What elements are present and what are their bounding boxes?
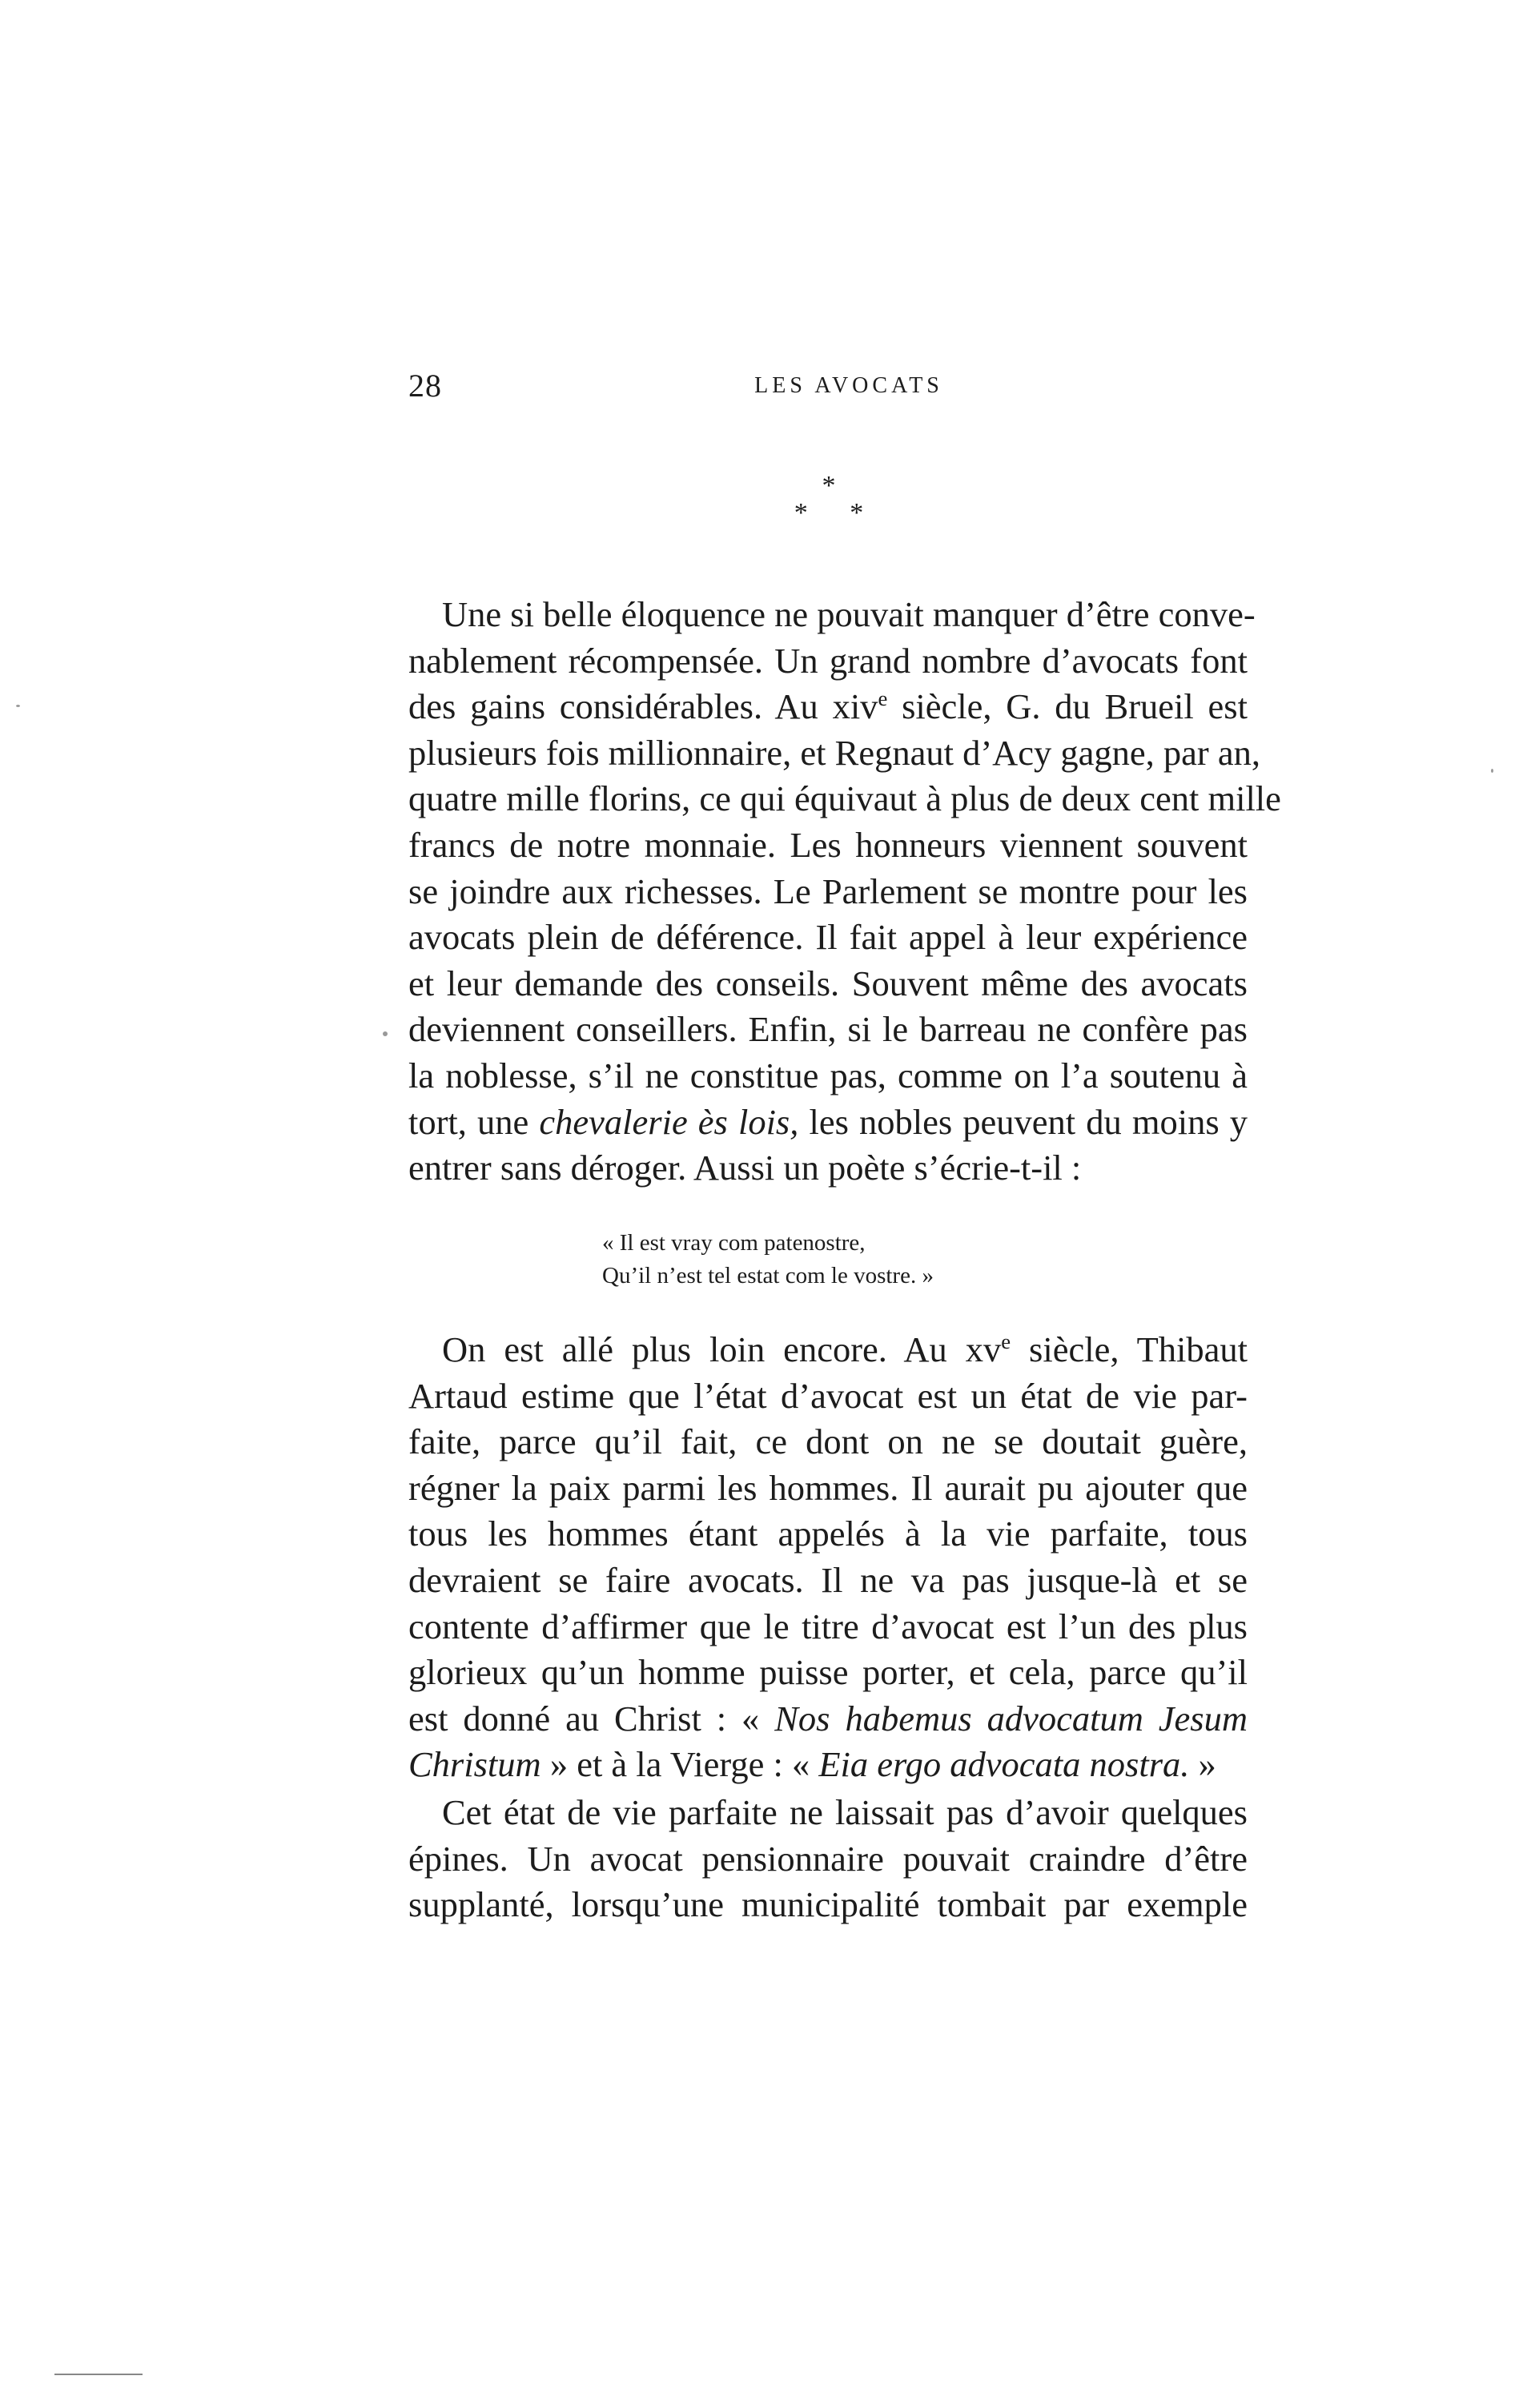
- italic-run: Christum: [408, 1744, 541, 1785]
- text-line: francs de notre monnaie. Les honneurs viennent souvent: [408, 824, 1248, 865]
- text-line: nablement récompensée. Un grand nombre d’avocats font: [408, 640, 1248, 681]
- text-line: la noblesse, s’il ne constitue pas, comme on l’a soutenu à: [408, 1055, 1248, 1095]
- text-line: Cet état de vie parfaite ne laissait pas d’avoir quelques: [442, 1792, 1248, 1832]
- superscript: e: [878, 686, 888, 711]
- text-run: siècle, G. du Brueil est: [887, 686, 1248, 727]
- paragraph-2: [408, 1327, 1248, 1788]
- text-line: avocats plein de déférence. Il fait appel à leur expérience: [408, 917, 1248, 958]
- section-asterism: [765, 472, 893, 537]
- text-line: plusieurs fois millionnaire, et Regnaut d’Acy gagne, par an,: [408, 732, 1261, 773]
- paragraph-3: [408, 1790, 1248, 1928]
- text-line: tous les hommes étant appelés à la vie parfaite, tous: [408, 1514, 1248, 1554]
- text-line: se joindre aux richesses. Le Parlement se montre pour les: [408, 870, 1248, 911]
- text-line: [408, 1742, 1248, 1788]
- text-run: »: [1189, 1744, 1216, 1785]
- italic-run: chevalerie ès lois,: [539, 1101, 799, 1142]
- text-run: les nobles peuvent du moins y: [798, 1101, 1248, 1142]
- asterism-bottom: * *: [794, 498, 882, 528]
- running-title: LES AVOCATS: [754, 373, 943, 398]
- verse-quote: [602, 1227, 934, 1292]
- text-line: contente d’affirmer que le titre d’avocat est l’un des plus: [408, 1606, 1248, 1646]
- text-line: épines. Un avocat pensionnaire pouvait craindre d’être: [408, 1838, 1248, 1879]
- text-run: siècle, Thibaut: [1011, 1329, 1248, 1369]
- text-line: glorieux qu’un homme puisse porter, et cela, parce qu’il: [408, 1652, 1248, 1693]
- text-run: des gains considérables. Au xiv: [408, 686, 878, 727]
- text-line: [408, 684, 1248, 730]
- text-line: [408, 1696, 1248, 1743]
- text-line: faite, parce qu’il fait, ce dont on ne se doutait guère,: [408, 1421, 1248, 1462]
- verse-line: Qu’il n’est tel estat com le vostre. »: [602, 1263, 934, 1288]
- text-line: quatre mille florins, ce qui équivaut à plus de deux cent mille: [408, 778, 1281, 819]
- text-run: est donné au Christ : «: [408, 1698, 775, 1739]
- scan-speck: [383, 1031, 388, 1036]
- text-line: [408, 1099, 1248, 1146]
- text-line: [408, 1327, 1248, 1373]
- text-line: et leur demande des conseils. Souvent même des avocats: [408, 963, 1248, 1003]
- text-line: deviennent conseillers. Enfin, si le barreau ne confère pas: [408, 1009, 1248, 1050]
- text-line: régner la paix parmi les hommes. Il aurait pu ajouter que: [408, 1467, 1248, 1508]
- text-line: Artaud estime que l’état d’avocat est un état de vie par-: [408, 1375, 1248, 1416]
- text-line: entrer sans déroger. Aussi un poète s’écrie-t-il :: [408, 1148, 1082, 1188]
- text-line: supplanté, lorsqu’une municipalité tombait par exemple: [408, 1884, 1248, 1925]
- scan-edge-mark: [54, 2374, 143, 2375]
- asterism-top: *: [822, 471, 836, 500]
- verse-line: « Il est vray com patenostre,: [602, 1230, 866, 1256]
- scan-speck: [1491, 769, 1493, 773]
- paragraph-1: [408, 592, 1281, 1192]
- italic-run: Nos habemus advocatum Jesum: [774, 1698, 1248, 1739]
- page-number: 28: [408, 368, 442, 404]
- scan-speck: [16, 705, 20, 707]
- text-run: On est allé plus loin encore. Au xv: [442, 1329, 1002, 1369]
- text-line: devraient se faire avocats. Il ne va pas jusque-là et se: [408, 1559, 1248, 1600]
- text-run: tort, une: [408, 1101, 529, 1142]
- superscript: e: [1001, 1329, 1011, 1354]
- text-line: Une si belle éloquence ne pouvait manquer d’être conve-: [442, 594, 1256, 634]
- page-header: [408, 362, 1289, 410]
- text-run: » et à la Vierge : «: [540, 1744, 819, 1785]
- italic-run: Eia ergo advocata nostra.: [818, 1744, 1190, 1785]
